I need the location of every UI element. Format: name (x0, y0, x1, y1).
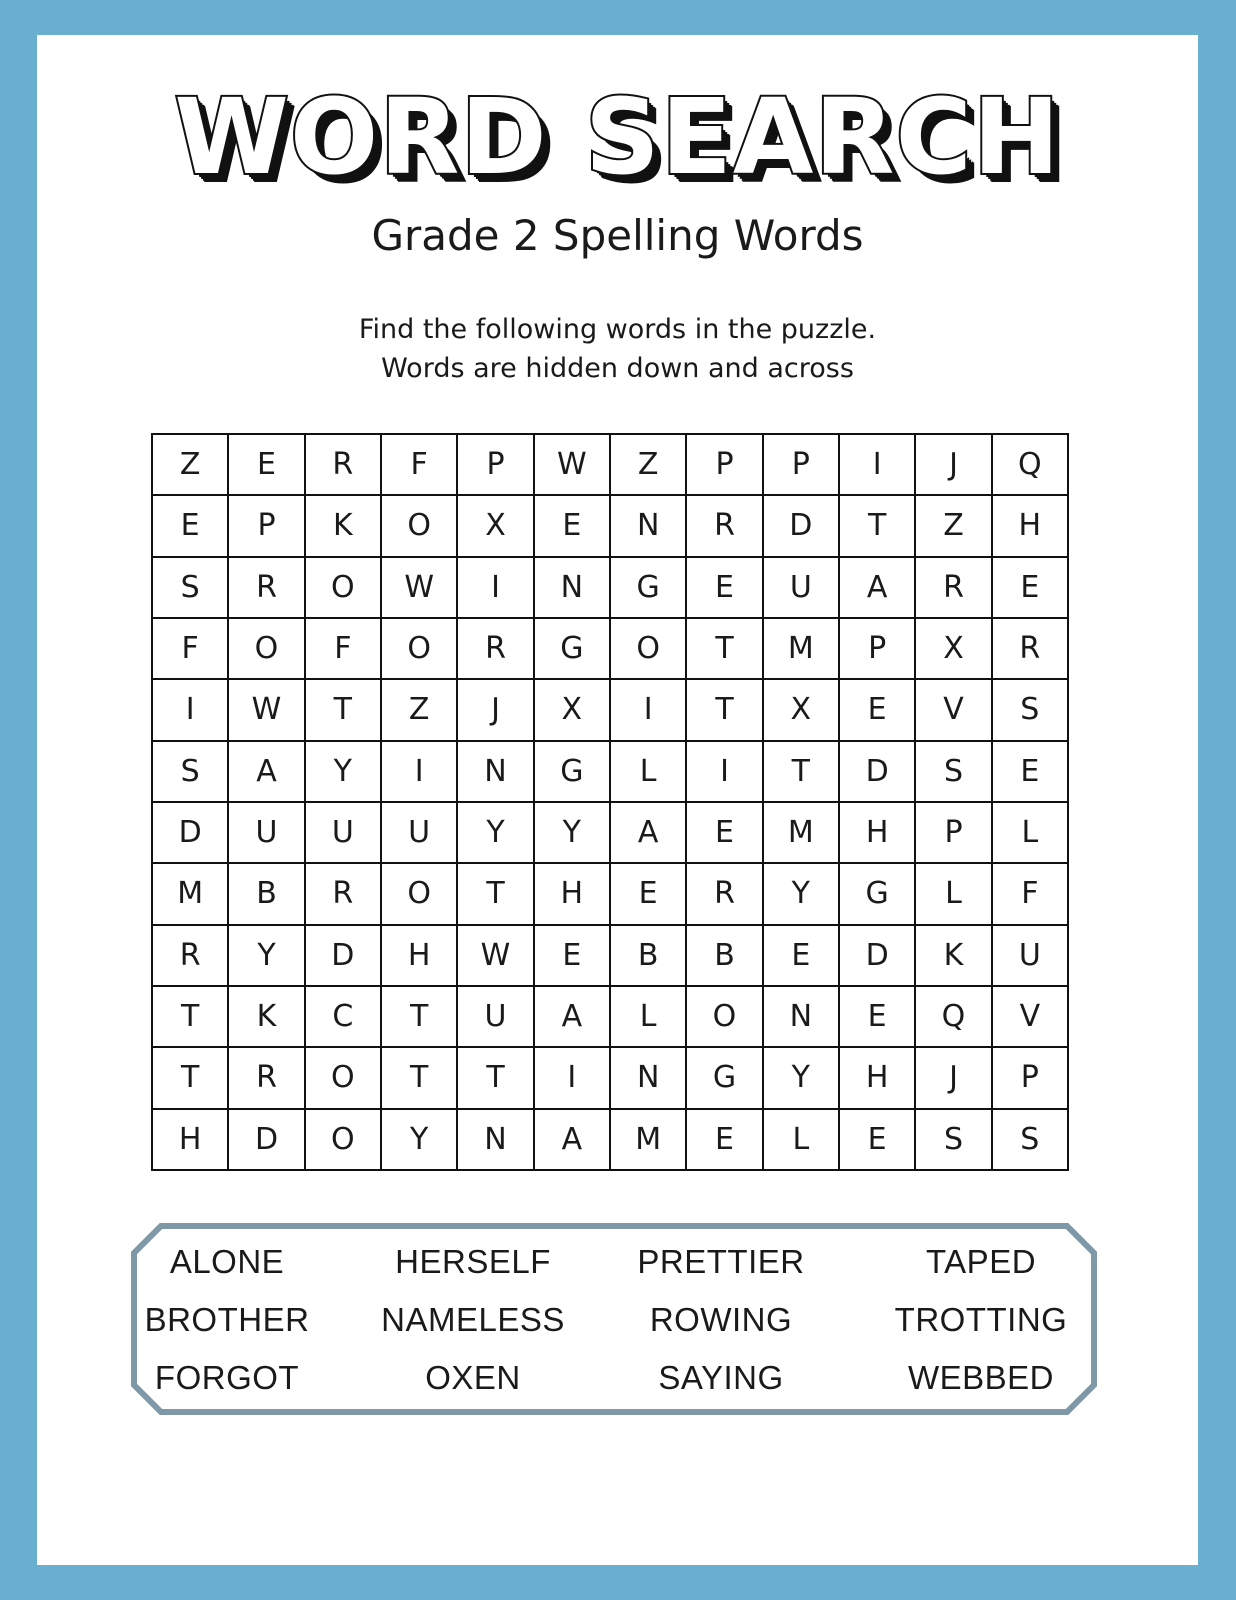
grid-cell: M (153, 864, 229, 925)
word-list-item: HERSELF (395, 1243, 551, 1280)
grid-cell: V (993, 987, 1069, 1048)
grid-cell: R (687, 864, 763, 925)
grid-cell: B (229, 864, 305, 925)
grid-cell: C (306, 987, 382, 1048)
grid-cell: I (611, 680, 687, 741)
grid-cell: H (153, 1110, 229, 1171)
grid-cell: I (458, 558, 534, 619)
grid-cell: H (840, 803, 916, 864)
word-list (131, 1223, 1097, 1415)
word-list-item: OXEN (425, 1359, 521, 1396)
grid-cell: D (153, 803, 229, 864)
grid-cell: D (764, 496, 840, 557)
grid-cell: Y (306, 742, 382, 803)
grid-cell: R (229, 558, 305, 619)
grid-cell: T (153, 1048, 229, 1109)
grid-cell: T (840, 496, 916, 557)
grid-cell: E (840, 680, 916, 741)
word-list-item: WEBBED (907, 1359, 1055, 1396)
grid-cell: I (535, 1048, 611, 1109)
word-list-box (131, 1223, 1097, 1415)
grid-cell: L (611, 742, 687, 803)
grid-cell: E (993, 558, 1069, 619)
grid-cell: D (306, 926, 382, 987)
grid-cell: M (764, 619, 840, 680)
grid-cell: L (916, 864, 992, 925)
grid-cell: E (687, 1110, 763, 1171)
grid-cell: T (458, 864, 534, 925)
grid-cell: B (687, 926, 763, 987)
grid-cell: P (764, 435, 840, 496)
grid-cell: T (687, 680, 763, 741)
grid-cell: R (153, 926, 229, 987)
grid-cell: E (153, 496, 229, 557)
grid-cell: H (382, 926, 458, 987)
grid-cell: W (535, 435, 611, 496)
grid-cell: T (764, 742, 840, 803)
grid-cell: G (840, 864, 916, 925)
grid-cell: S (916, 742, 992, 803)
grid-cell: I (382, 742, 458, 803)
grid-cell: E (687, 803, 763, 864)
grid-cell: T (306, 680, 382, 741)
grid-cell: R (306, 435, 382, 496)
grid-cell: A (840, 558, 916, 619)
word-list-item: ALONE (169, 1243, 285, 1280)
grid-cell: R (458, 619, 534, 680)
word-list-item: PRETTIER (637, 1243, 805, 1280)
grid-cell: X (458, 496, 534, 557)
grid-cell: N (458, 1110, 534, 1171)
grid-cell: D (840, 926, 916, 987)
grid-cell: B (611, 926, 687, 987)
grid-cell: Z (382, 680, 458, 741)
grid-cell: L (993, 803, 1069, 864)
grid-cell: O (306, 558, 382, 619)
grid-cell: K (916, 926, 992, 987)
grid-cell: X (916, 619, 992, 680)
word-list-item: NAMELESS (381, 1301, 565, 1338)
grid-cell: N (764, 987, 840, 1048)
grid-cell: S (993, 1110, 1069, 1171)
grid-cell: T (153, 987, 229, 1048)
puzzle-grid (151, 433, 1069, 1171)
grid-cell: W (458, 926, 534, 987)
grid-cell: I (840, 435, 916, 496)
grid-cell: H (993, 496, 1069, 557)
grid-cell: E (611, 864, 687, 925)
grid-cell: E (535, 496, 611, 557)
grid-cell: E (229, 435, 305, 496)
grid-cell: N (458, 742, 534, 803)
grid-cell: G (611, 558, 687, 619)
grid-cell: E (687, 558, 763, 619)
grid-cell: O (382, 496, 458, 557)
grid-cell: W (229, 680, 305, 741)
grid-cell: Z (611, 435, 687, 496)
grid-cell: W (382, 558, 458, 619)
grid-cell: U (306, 803, 382, 864)
grid-cell: E (840, 1110, 916, 1171)
worksheet-page (37, 35, 1198, 1565)
word-list-item: BROTHER (144, 1301, 310, 1338)
grid-cell: A (229, 742, 305, 803)
grid-cell: O (229, 619, 305, 680)
grid-cell: A (611, 803, 687, 864)
grid-cell: V (916, 680, 992, 741)
grid-cell: U (229, 803, 305, 864)
grid-cell: S (153, 558, 229, 619)
grid-cell: S (153, 742, 229, 803)
grid-cell: D (840, 742, 916, 803)
word-list-item: SAYING (658, 1359, 784, 1396)
grid-cell: N (611, 1048, 687, 1109)
grid-cell: H (535, 864, 611, 925)
grid-cell: J (458, 680, 534, 741)
grid-cell: F (382, 435, 458, 496)
grid-cell: S (916, 1110, 992, 1171)
grid-cell: F (993, 864, 1069, 925)
word-list-item: FORGOT (154, 1359, 300, 1396)
grid-cell: D (229, 1110, 305, 1171)
grid-cell: E (535, 926, 611, 987)
grid-cell: Y (535, 803, 611, 864)
grid-cell: O (382, 619, 458, 680)
grid-cell: O (306, 1048, 382, 1109)
grid-cell: R (306, 864, 382, 925)
page-subtitle: Grade 2 Spelling Words (371, 211, 864, 260)
instructions (37, 310, 1198, 388)
grid-cell: R (993, 619, 1069, 680)
grid-cell: X (764, 680, 840, 741)
grid-cell: N (611, 496, 687, 557)
grid-cell: Y (764, 1048, 840, 1109)
grid-cell: U (993, 926, 1069, 987)
instructions-line-2: Words are hidden down and across (381, 353, 854, 384)
grid-cell: A (535, 1110, 611, 1171)
grid-cell: M (764, 803, 840, 864)
grid-cell: R (229, 1048, 305, 1109)
grid-cell: Z (916, 496, 992, 557)
grid-cell: P (458, 435, 534, 496)
grid-cell: F (153, 619, 229, 680)
grid-cell: G (535, 742, 611, 803)
grid-cell: T (382, 987, 458, 1048)
grid-cell: E (764, 926, 840, 987)
grid-cell: I (153, 680, 229, 741)
word-list-item: TROTTING (894, 1301, 1068, 1338)
grid-cell: M (611, 1110, 687, 1171)
grid-cell: Z (153, 435, 229, 496)
grid-cell: Y (764, 864, 840, 925)
grid-cell: H (840, 1048, 916, 1109)
grid-cell: P (993, 1048, 1069, 1109)
grid-cell: Q (916, 987, 992, 1048)
grid-cell: K (229, 987, 305, 1048)
grid-cell: L (764, 1110, 840, 1171)
grid-cell: P (840, 619, 916, 680)
grid-cell: F (306, 619, 382, 680)
grid-cell: R (687, 496, 763, 557)
grid-cell: O (687, 987, 763, 1048)
grid-cell: J (916, 1048, 992, 1109)
word-list-item: ROWING (649, 1301, 793, 1338)
grid-cell: Q (993, 435, 1069, 496)
grid-cell: R (916, 558, 992, 619)
word-list-item: TAPED (925, 1243, 1037, 1280)
grid-cell: Y (229, 926, 305, 987)
grid-cell: N (535, 558, 611, 619)
grid-cell: P (916, 803, 992, 864)
page-title: WORD SEARCH (174, 76, 1061, 198)
grid-cell: I (687, 742, 763, 803)
grid-cell: E (993, 742, 1069, 803)
grid-cell: U (764, 558, 840, 619)
grid-cell: X (535, 680, 611, 741)
grid-cell: K (306, 496, 382, 557)
grid-cell: E (840, 987, 916, 1048)
grid-cell: T (458, 1048, 534, 1109)
grid-cell: O (382, 864, 458, 925)
grid-cell: Y (458, 803, 534, 864)
grid-cell: T (382, 1048, 458, 1109)
grid-cell: G (535, 619, 611, 680)
grid-cell: G (687, 1048, 763, 1109)
grid-cell: O (306, 1110, 382, 1171)
grid-cell: Y (382, 1110, 458, 1171)
grid-cell: U (382, 803, 458, 864)
grid-cell: L (611, 987, 687, 1048)
grid-cell: A (535, 987, 611, 1048)
instructions-line-1: Find the following words in the puzzle. (358, 314, 877, 345)
grid-cell: P (229, 496, 305, 557)
grid-cell: J (916, 435, 992, 496)
grid-cell: S (993, 680, 1069, 741)
grid-cell: U (458, 987, 534, 1048)
grid-cell: P (687, 435, 763, 496)
grid-cell: T (687, 619, 763, 680)
grid-cell: O (611, 619, 687, 680)
